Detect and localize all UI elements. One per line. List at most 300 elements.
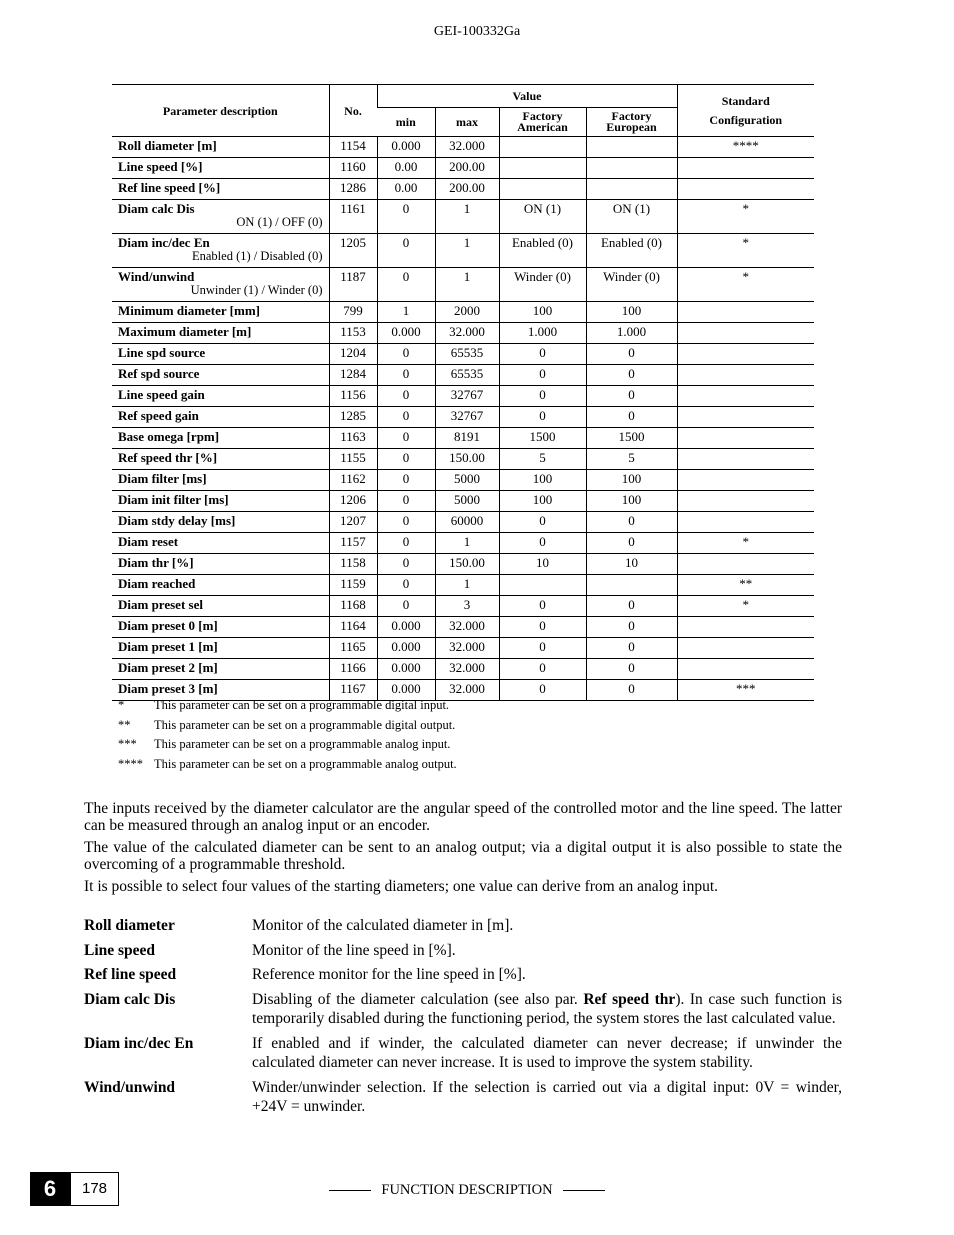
footer-rule-right xyxy=(563,1190,605,1191)
param-am xyxy=(499,200,586,234)
param-std-text xyxy=(678,158,815,160)
param-name: Ref spd source xyxy=(118,366,200,381)
param-am xyxy=(499,470,586,491)
param-std xyxy=(677,302,814,323)
param-min xyxy=(377,179,435,200)
definition-term: Line speed xyxy=(84,941,156,959)
param-am-text: 0 xyxy=(539,345,546,360)
param-max-text: 1 xyxy=(463,201,471,216)
param-std xyxy=(677,470,814,491)
param-max xyxy=(435,428,499,449)
param-max-text: 2000 xyxy=(454,303,480,318)
param-cell xyxy=(112,179,329,200)
param-min-text: 0 xyxy=(402,235,410,250)
param-eu-text: 1500 xyxy=(618,429,645,444)
param-am-text: 0 xyxy=(539,408,546,423)
param-eu xyxy=(586,268,677,302)
param-cell xyxy=(112,234,329,268)
param-std xyxy=(677,575,814,596)
param-max-text: 32.000 xyxy=(449,618,485,633)
footnote-text: This parameter can be set on a programmable analog input. xyxy=(154,737,451,751)
param-std xyxy=(677,617,814,638)
param-max xyxy=(435,302,499,323)
param-number-text: 1166 xyxy=(340,660,366,675)
param-min-text: 0 xyxy=(402,366,410,381)
param-cell xyxy=(112,268,329,302)
header-fac-eu-line2: European xyxy=(606,119,657,134)
definition-term: Wind/unwind xyxy=(84,1078,176,1096)
param-eu-text: 1.000 xyxy=(616,324,647,339)
definition-ref-line-speed xyxy=(84,965,842,985)
param-min xyxy=(377,449,435,470)
param-number-text: 1163 xyxy=(340,429,366,444)
param-am-text: 0 xyxy=(539,534,546,549)
table-row xyxy=(112,449,814,470)
param-eu-text: 0 xyxy=(628,639,635,654)
param-min xyxy=(377,323,435,344)
param-am xyxy=(499,512,586,533)
param-eu-text: 100 xyxy=(621,492,642,507)
param-number xyxy=(329,659,377,680)
param-min-text: 0 xyxy=(402,408,410,423)
param-name: Diam inc/dec En xyxy=(118,235,210,250)
param-cell xyxy=(112,137,329,158)
param-std-text xyxy=(678,344,815,346)
param-min-text: 0 xyxy=(402,576,410,591)
param-am xyxy=(499,617,586,638)
param-min xyxy=(377,407,435,428)
param-min-text: 0.000 xyxy=(391,639,421,654)
definition-text-part: Monitor of the line speed in [%]. xyxy=(252,941,456,959)
param-max-text: 1 xyxy=(463,235,471,250)
param-min-text: 0 xyxy=(402,597,410,612)
definition-text xyxy=(252,941,842,961)
param-std-text xyxy=(678,365,815,367)
param-number-text: 1159 xyxy=(340,576,366,591)
param-number-text: 1187 xyxy=(340,269,366,284)
param-min-text: 1 xyxy=(402,303,410,318)
param-std xyxy=(677,491,814,512)
table-row xyxy=(112,407,814,428)
param-name: Diam filter [ms] xyxy=(118,471,207,486)
param-name: Ref speed gain xyxy=(118,408,199,423)
param-number xyxy=(329,512,377,533)
param-min-text: 0.000 xyxy=(391,618,421,633)
param-eu xyxy=(586,158,677,179)
param-std-text xyxy=(678,512,815,514)
definition-line-speed xyxy=(84,941,842,961)
param-min xyxy=(377,234,435,268)
param-std-text: ** xyxy=(739,576,753,591)
param-std xyxy=(677,638,814,659)
header-factory-american xyxy=(499,108,586,137)
footnote xyxy=(118,697,457,717)
param-name: Diam preset sel xyxy=(118,597,203,612)
param-min-text: 0 xyxy=(402,269,410,284)
param-min xyxy=(377,137,435,158)
param-max xyxy=(435,200,499,234)
param-std xyxy=(677,554,814,575)
param-number-text: 1153 xyxy=(340,324,366,339)
param-max xyxy=(435,596,499,617)
param-min xyxy=(377,386,435,407)
param-number-text: 1285 xyxy=(340,408,366,423)
param-name: Line spd source xyxy=(118,345,206,360)
param-am xyxy=(499,179,586,200)
param-min-text: 0 xyxy=(402,555,410,570)
param-am xyxy=(499,554,586,575)
param-name: Diam init filter [ms] xyxy=(118,492,229,507)
table-row xyxy=(112,234,814,268)
document-id: GEI-100332Ga xyxy=(433,24,521,39)
param-number xyxy=(329,596,377,617)
body-text xyxy=(84,800,842,900)
param-std-text xyxy=(678,323,815,325)
table-row xyxy=(112,512,814,533)
param-std-text xyxy=(678,449,815,451)
param-eu-text xyxy=(587,137,677,139)
param-std-text xyxy=(678,659,815,661)
param-min xyxy=(377,533,435,554)
param-eu-text: ON (1) xyxy=(612,201,651,216)
table-row xyxy=(112,428,814,449)
param-cell xyxy=(112,512,329,533)
param-min xyxy=(377,596,435,617)
param-am xyxy=(499,575,586,596)
param-eu xyxy=(586,344,677,365)
header-fac-am-line2: American xyxy=(517,119,568,134)
param-std xyxy=(677,344,814,365)
param-cell xyxy=(112,200,329,234)
param-max-text: 60000 xyxy=(450,513,484,528)
param-min xyxy=(377,158,435,179)
param-number-text: 1167 xyxy=(340,681,366,696)
footnote-text: This parameter can be set on a programmable digital input. xyxy=(154,698,450,712)
param-name: Line speed [%] xyxy=(118,159,203,174)
param-eu xyxy=(586,617,677,638)
param-std xyxy=(677,268,814,302)
param-am xyxy=(499,659,586,680)
definition-text xyxy=(252,965,842,985)
param-cell xyxy=(112,596,329,617)
param-number-text: 1164 xyxy=(340,618,366,633)
param-std-text xyxy=(678,302,815,304)
param-am xyxy=(499,137,586,158)
param-am-text: 100 xyxy=(532,303,553,318)
param-am xyxy=(499,323,586,344)
param-eu xyxy=(586,386,677,407)
header-fac-eu-line1: Factory xyxy=(611,108,652,123)
param-eu-text xyxy=(587,575,677,577)
param-am xyxy=(499,234,586,268)
param-options: Unwinder (1) / Winder (0) xyxy=(190,283,323,297)
param-number xyxy=(329,137,377,158)
param-am-text: 0 xyxy=(539,597,546,612)
param-eu xyxy=(586,554,677,575)
param-cell xyxy=(112,428,329,449)
definition-term: Roll diameter xyxy=(84,917,175,934)
param-number xyxy=(329,234,377,268)
param-cell xyxy=(112,470,329,491)
param-max xyxy=(435,179,499,200)
param-number-text: 1204 xyxy=(340,345,366,360)
param-am xyxy=(499,268,586,302)
param-min-text: 0 xyxy=(402,471,410,486)
param-std xyxy=(677,449,814,470)
param-name: Ref speed thr [%] xyxy=(118,450,218,465)
definition-text-part: Reference monitor for the line speed in [%]. xyxy=(252,966,526,983)
param-am xyxy=(499,491,586,512)
table-row xyxy=(112,533,814,554)
param-eu xyxy=(586,638,677,659)
param-name: Diam preset 3 [m] xyxy=(118,681,218,696)
param-options: Enabled (1) / Disabled (0) xyxy=(191,249,323,263)
param-std xyxy=(677,137,814,158)
param-eu-text: Enabled (0) xyxy=(600,235,662,250)
param-eu xyxy=(586,234,677,268)
definition-diam-inc-dec-en xyxy=(84,1034,842,1073)
table-row xyxy=(112,179,814,200)
footer-section-title: FUNCTION DESCRIPTION xyxy=(381,1182,553,1198)
param-am-text: Winder (0) xyxy=(514,269,571,284)
param-number-text: 1207 xyxy=(340,513,366,528)
param-std xyxy=(677,407,814,428)
param-max xyxy=(435,158,499,179)
param-number xyxy=(329,491,377,512)
param-am xyxy=(499,533,586,554)
param-max-text: 65535 xyxy=(450,345,484,360)
param-eu xyxy=(586,323,677,344)
param-std xyxy=(677,234,814,268)
param-std xyxy=(677,596,814,617)
definition-text xyxy=(252,1078,842,1117)
param-name: Diam stdy delay [ms] xyxy=(118,513,236,528)
param-number xyxy=(329,323,377,344)
param-min-text: 0 xyxy=(402,345,410,360)
header-standard-line2: Configuration xyxy=(709,113,783,127)
footnote-mark: * xyxy=(118,698,125,712)
param-number-text: 1156 xyxy=(340,387,366,402)
definition-diam-calc-dis xyxy=(84,990,842,1029)
param-eu-text: 100 xyxy=(621,471,642,486)
table-row xyxy=(112,470,814,491)
table-row xyxy=(112,268,814,302)
param-am-text: 1500 xyxy=(529,429,556,444)
param-cell xyxy=(112,407,329,428)
param-min xyxy=(377,659,435,680)
param-max xyxy=(435,365,499,386)
param-cell xyxy=(112,491,329,512)
param-name: Diam thr [%] xyxy=(118,555,194,570)
param-max xyxy=(435,617,499,638)
param-options: ON (1) / OFF (0) xyxy=(236,215,323,229)
header-max: max xyxy=(435,108,499,137)
param-am xyxy=(499,680,586,701)
param-std-text: **** xyxy=(732,138,759,153)
definition-text-part: If enabled and if winder, the calculated diameter can never decrease; if unwinder the calculated diameter can never increase. It is used to improve the system stability. xyxy=(252,1034,842,1071)
param-std xyxy=(677,386,814,407)
definition-roll-diameter xyxy=(84,916,842,936)
param-std-text: * xyxy=(742,235,749,250)
definition-text-part: Disabling of the diameter calculation (see also par. xyxy=(252,990,584,1008)
param-max xyxy=(435,137,499,158)
param-eu-text: 10 xyxy=(625,555,638,570)
table-row xyxy=(112,575,814,596)
param-am-text xyxy=(500,575,586,577)
param-am xyxy=(499,638,586,659)
param-max-text: 150.00 xyxy=(449,450,485,465)
param-number xyxy=(329,268,377,302)
param-name: Diam preset 2 [m] xyxy=(118,660,218,675)
param-std-text: *** xyxy=(736,681,756,696)
param-am xyxy=(499,428,586,449)
paragraph-presets: It is possible to select four values of the starting diameters; one value can derive from an analog input. xyxy=(84,878,719,895)
param-eu xyxy=(586,596,677,617)
definition-term: Diam calc Dis xyxy=(84,990,176,1008)
param-std xyxy=(677,680,814,701)
param-name: Diam calc Dis xyxy=(118,201,195,216)
param-am-text: 0 xyxy=(539,513,546,528)
footnote xyxy=(118,736,457,756)
param-am xyxy=(499,407,586,428)
param-eu xyxy=(586,200,677,234)
param-cell xyxy=(112,302,329,323)
param-number-text: 1205 xyxy=(340,235,366,250)
param-eu xyxy=(586,365,677,386)
param-max xyxy=(435,386,499,407)
paragraph-inputs: The inputs received by the diameter calculator are the angular speed of the controlled motor and the line speed. The latter can be measured through an analog input or an encoder. xyxy=(84,800,842,834)
param-max xyxy=(435,323,499,344)
param-number xyxy=(329,407,377,428)
param-max-text: 5000 xyxy=(454,492,480,507)
param-max-text: 32.000 xyxy=(449,138,485,153)
table-row xyxy=(112,344,814,365)
param-std-text xyxy=(678,470,815,472)
param-std-text xyxy=(678,407,815,409)
param-name: Base omega [rpm] xyxy=(118,429,220,444)
param-number xyxy=(329,386,377,407)
param-min-text: 0 xyxy=(402,201,410,216)
param-min xyxy=(377,268,435,302)
param-min xyxy=(377,512,435,533)
param-std-text: * xyxy=(742,597,749,612)
param-am-text: 0 xyxy=(539,387,546,402)
param-number-text: 1161 xyxy=(340,201,366,216)
table-row xyxy=(112,596,814,617)
param-am xyxy=(499,386,586,407)
definition-term: Diam inc/dec En xyxy=(84,1034,194,1052)
param-std-text xyxy=(678,179,815,181)
param-eu-text xyxy=(587,179,677,181)
param-max xyxy=(435,449,499,470)
footer-rule-left xyxy=(329,1190,371,1191)
param-eu xyxy=(586,533,677,554)
param-max-text: 150.00 xyxy=(449,555,485,570)
param-cell xyxy=(112,449,329,470)
param-min-text: 0.00 xyxy=(394,159,418,174)
param-max-text: 200.00 xyxy=(449,159,485,174)
param-max-text: 32767 xyxy=(450,387,484,402)
footnote-mark: **** xyxy=(118,756,143,771)
param-am-text: 0 xyxy=(539,660,546,675)
param-cell xyxy=(112,659,329,680)
param-min xyxy=(377,491,435,512)
param-max xyxy=(435,512,499,533)
param-min-text: 0 xyxy=(402,513,410,528)
param-std xyxy=(677,179,814,200)
paragraph-output: The value of the calculated diameter can be sent to an analog output; via a digital output it is also possible to state the overcoming of a programmable threshold. xyxy=(84,839,842,873)
header-value: Value xyxy=(377,85,677,108)
param-number-text: 799 xyxy=(343,303,363,318)
definition-text xyxy=(252,916,842,936)
param-max-text: 5000 xyxy=(454,471,480,486)
param-min xyxy=(377,344,435,365)
param-std-text xyxy=(678,617,815,619)
param-max xyxy=(435,344,499,365)
param-eu-text: 0 xyxy=(628,513,635,528)
page-number: 178 xyxy=(70,1172,119,1206)
param-cell xyxy=(112,386,329,407)
definition-text xyxy=(252,1034,842,1073)
definition-text-part: Winder/unwinder selection. If the selection is carried out via a digital input: 0V = winder, +24V = unwinder. xyxy=(252,1078,842,1115)
param-am-text: 0 xyxy=(539,366,546,381)
param-std-text: * xyxy=(742,269,749,284)
parameter-rows xyxy=(112,137,814,701)
param-am-text: 100 xyxy=(532,492,553,507)
param-min-text: 0.000 xyxy=(391,138,421,153)
param-max xyxy=(435,554,499,575)
param-number xyxy=(329,200,377,234)
param-name: Diam reset xyxy=(118,534,179,549)
definition-term: Ref line speed xyxy=(84,966,177,983)
param-max-text: 32.000 xyxy=(449,324,485,339)
param-std-text xyxy=(678,491,815,493)
param-number xyxy=(329,302,377,323)
param-eu xyxy=(586,659,677,680)
param-max-text: 3 xyxy=(463,597,471,612)
table-row xyxy=(112,554,814,575)
param-min-text: 0.000 xyxy=(391,660,421,675)
param-name: Diam preset 0 [m] xyxy=(118,618,218,633)
param-eu xyxy=(586,512,677,533)
param-am-text xyxy=(500,179,586,181)
param-max xyxy=(435,470,499,491)
param-min xyxy=(377,638,435,659)
param-name: Minimum diameter [mm] xyxy=(118,303,261,318)
param-cell xyxy=(112,554,329,575)
param-max-text: 32.000 xyxy=(449,681,485,696)
param-cell xyxy=(112,365,329,386)
param-name: Diam reached xyxy=(118,576,196,591)
param-number-text: 1286 xyxy=(340,180,366,195)
param-min xyxy=(377,200,435,234)
param-max xyxy=(435,575,499,596)
param-max-text: 32.000 xyxy=(449,639,485,654)
param-max-text: 1 xyxy=(463,534,471,549)
param-number-text: 1155 xyxy=(340,450,366,465)
header-min: min xyxy=(377,108,435,137)
param-min xyxy=(377,365,435,386)
param-max-text: 1 xyxy=(463,576,471,591)
param-name: Line speed gain xyxy=(118,387,205,402)
param-number xyxy=(329,365,377,386)
table-row xyxy=(112,491,814,512)
definition-text-part: Monitor of the calculated diameter in [m]. xyxy=(252,917,514,934)
param-std xyxy=(677,365,814,386)
param-am-text: 0 xyxy=(539,681,546,696)
param-am xyxy=(499,158,586,179)
param-eu-text: 0 xyxy=(628,408,635,423)
